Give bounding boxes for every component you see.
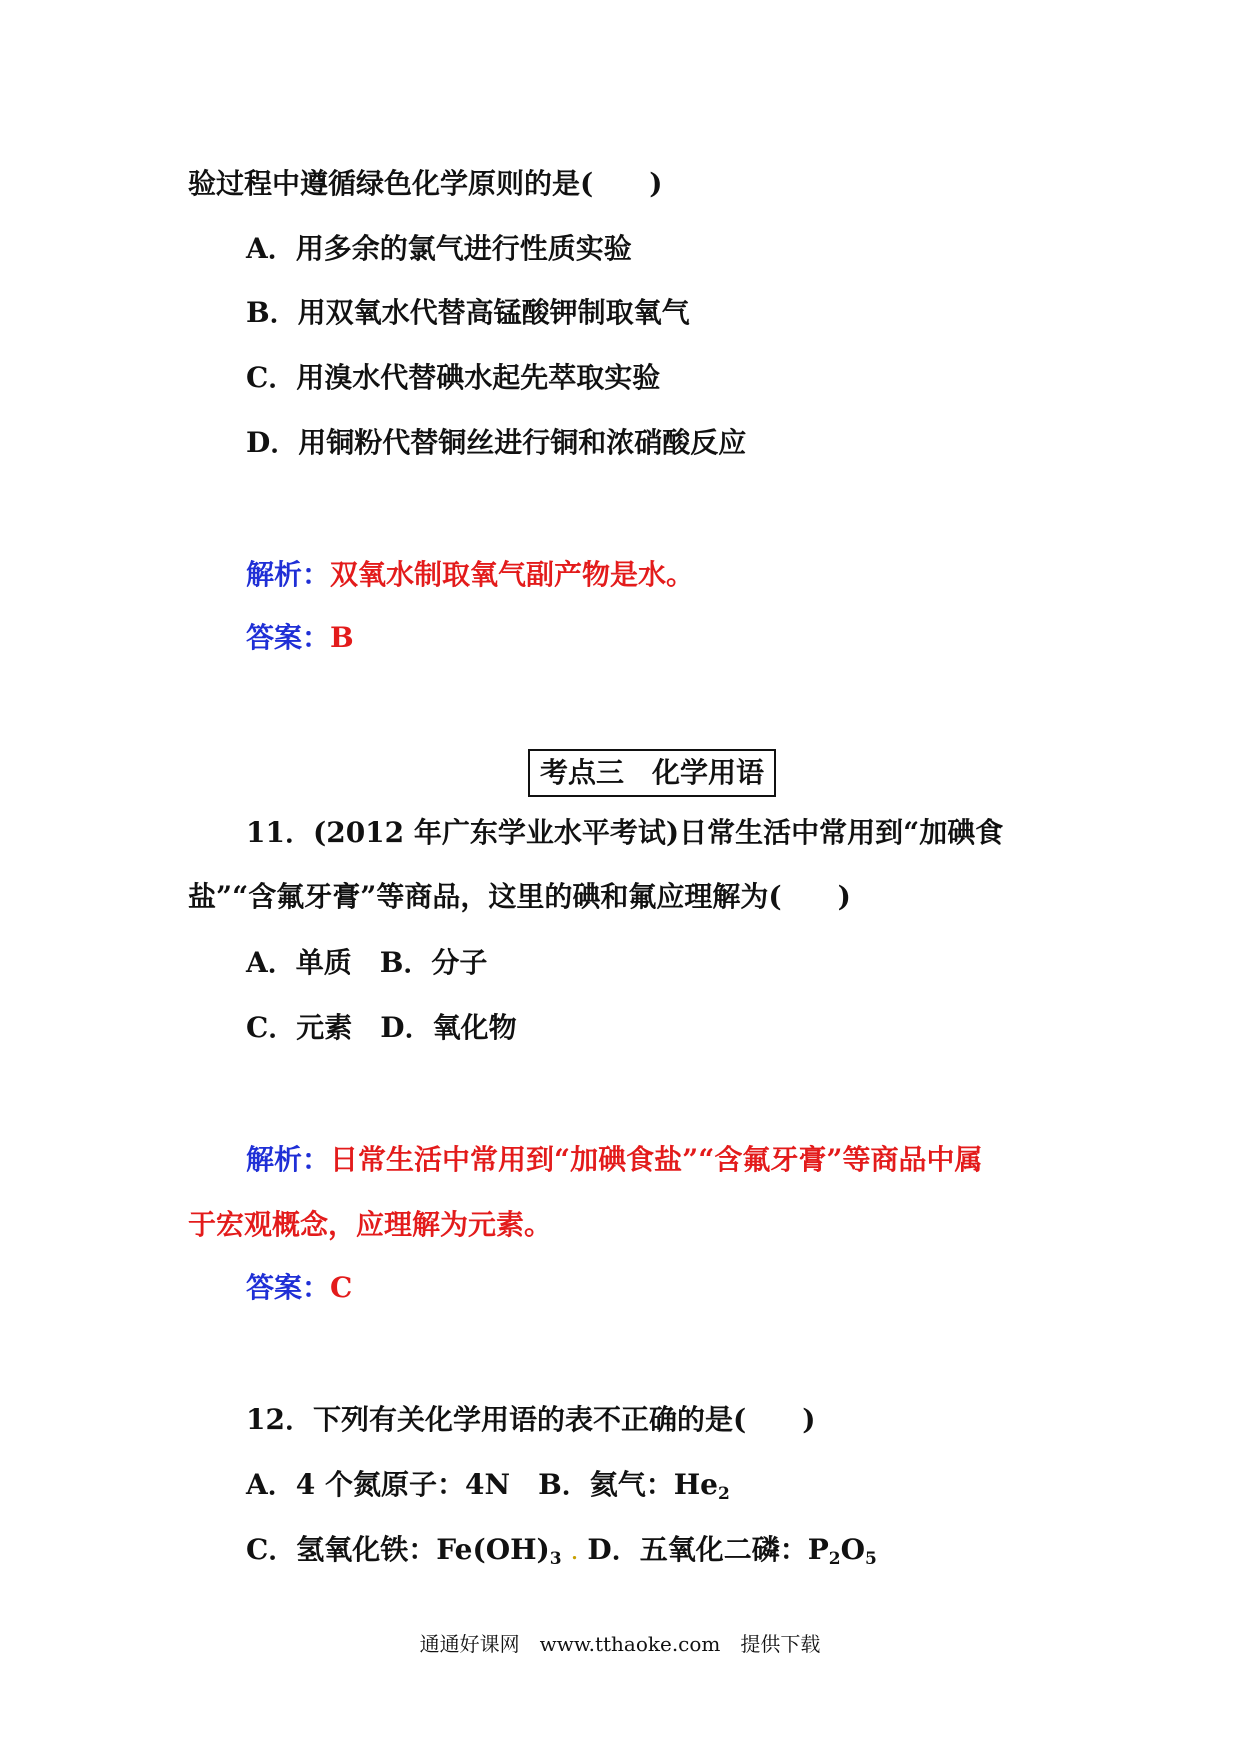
q11-stem-line1: 11．(2012 年广东学业水平考试)日常生活中常用到“加碘食 [246,816,1004,849]
q11-options-line1: A．单质 B．分子 [246,946,488,979]
q11-analysis-line1 [246,1140,982,1180]
separator-dot: . [571,1543,578,1564]
q10-answer [246,618,354,658]
q12-option-d: D．五氧化二磷：$P_2O_5$ [587,1533,877,1569]
analysis-label: 解析： [246,558,331,591]
q12-option-a: A．4 个氮原子：4N [246,1468,511,1501]
q11-answer [246,1268,352,1308]
answer-label: 答案： [246,1271,331,1304]
q12-stem: 12．下列有关化学用语的表不正确的是( ) [246,1403,816,1436]
q10-option-a: A．用多余的氯气进行性质实验 [246,232,632,265]
answer-label: 答案： [246,621,331,654]
page-footer: 通通好课网 www.tthaoke.com 提供下载 [419,1632,821,1656]
q11-options-line2: C．元素 D．氧化物 [246,1011,517,1044]
q10-analysis [246,555,694,595]
q12-options-line1 [246,1465,730,1514]
q10-stem-tail: 验过程中遵循绿色化学原则的是( ) [188,167,663,200]
q10-option-d: D．用铜粉代替铜丝进行铜和浓硝酸反应 [246,426,747,459]
q12-option-c: C．氢氧化铁：$Fe(OH)_3$ [246,1533,562,1569]
answer-value: C [330,1271,353,1304]
q12-option-b: B．氦气：$He_2$ [538,1468,730,1504]
section-title: 考点三 化学用语 [528,749,776,797]
analysis-text: 双氧水制取氧气副产物是水。 [330,558,695,591]
q11-stem-line2: 盐”“含氟牙膏”等商品，这里的碘和氟应理解为( ) [188,880,851,913]
q11-analysis-line2: 于宏观概念，应理解为元素。 [188,1208,553,1241]
q10-option-b: B．用双氧水代替高锰酸钾制取氧气 [246,296,690,329]
q10-option-c: C．用溴水代替碘水起先萃取实验 [246,361,661,394]
analysis-text: 日常生活中常用到“加碘食盐”“含氟牙膏”等商品中属 [330,1143,983,1176]
answer-value: B [330,621,354,654]
analysis-label: 解析： [246,1143,331,1176]
q12-options-line2 [246,1530,877,1579]
